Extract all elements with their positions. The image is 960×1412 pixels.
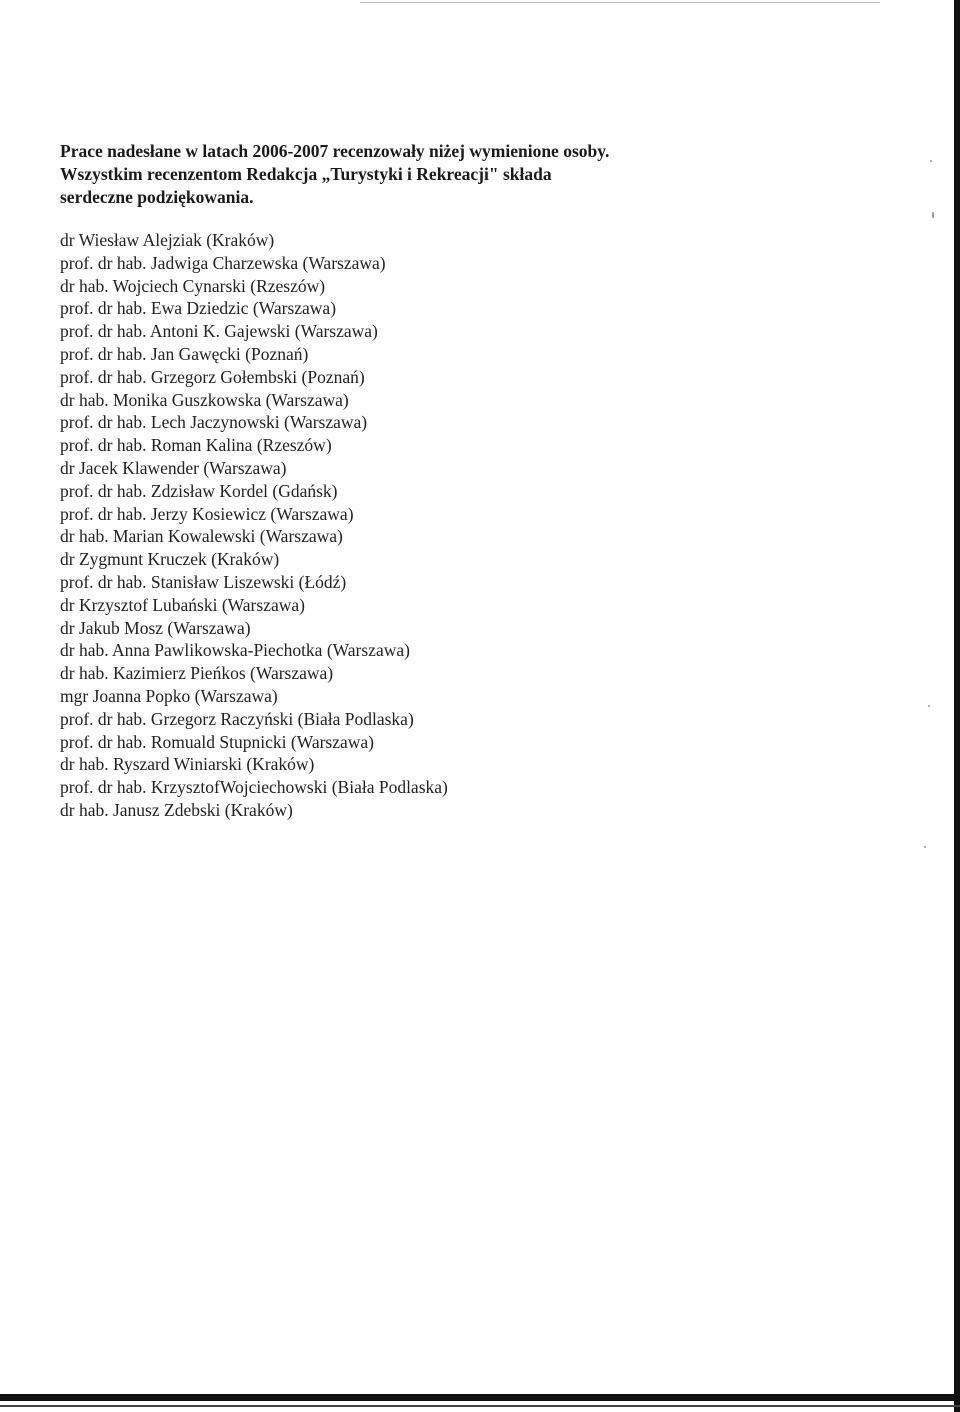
- reviewer-item: prof. dr hab. Stanisław Liszewski (Łódź): [60, 571, 347, 592]
- reviewer-item: dr hab. Monika Guszkowska (Warszawa): [60, 389, 349, 410]
- scan-speck: [930, 160, 932, 162]
- reviewer-item: dr hab. Janusz Zdebski (Kraków): [60, 799, 293, 820]
- reviewer-item: prof. dr hab. Jadwiga Charzewska (Warszawa): [60, 252, 386, 273]
- reviewer-item: dr hab. Wojciech Cynarski (Rzeszów): [60, 275, 326, 296]
- reviewer-item: dr hab. Anna Pawlikowska-Piechotka (Warszawa): [60, 640, 410, 661]
- scan-speck: [924, 846, 926, 848]
- reviewer-item: dr hab. Marian Kowalewski (Warszawa): [60, 526, 343, 547]
- reviewer-list: [60, 229, 448, 822]
- reviewer-item: prof. dr hab. Lech Jaczynowski (Warszawa): [60, 412, 368, 433]
- scan-bottom-bar: [0, 1394, 960, 1401]
- reviewer-item: prof. dr hab. Jerzy Kosiewicz (Warszawa): [60, 503, 354, 524]
- scan-right-edge: [954, 0, 960, 1412]
- reviewer-item: dr hab. Ryszard Winiarski (Kraków): [60, 754, 315, 775]
- scan-speck: [928, 705, 930, 707]
- reviewer-item: dr Jacek Klawender (Warszawa): [60, 457, 287, 478]
- scan-speck: [932, 212, 934, 218]
- reviewer-item: dr Zygmunt Kruczek (Kraków): [60, 549, 280, 570]
- intro-line-1: Prace nadesłane w latach 2006-2007 recenzowały niżej wymienione osoby.: [60, 141, 610, 161]
- reviewer-item: prof. dr hab. Grzegorz Gołembski (Poznań): [60, 366, 365, 387]
- reviewer-item: dr Wiesław Alejziak (Kraków): [60, 230, 275, 250]
- scan-bottom-line: [0, 1405, 960, 1407]
- intro-line-2: Wszystkim recenzentom Redakcja „Turystyki i Rekreacji" składa: [60, 164, 552, 184]
- reviewer-item: prof. dr hab. Grzegorz Raczyński (Biała Podlaska): [60, 708, 414, 729]
- reviewer-item: mgr Joanna Popko (Warszawa): [60, 685, 278, 706]
- reviewer-item: dr Jakub Mosz (Warszawa): [60, 617, 251, 638]
- reviewer-item: prof. dr hab. Roman Kalina (Rzeszów): [60, 435, 332, 456]
- reviewer-item: dr Krzysztof Lubański (Warszawa): [60, 594, 305, 615]
- reviewer-item: dr hab. Kazimierz Pieńkos (Warszawa): [60, 663, 334, 684]
- reviewer-item: prof. dr hab. Jan Gawęcki (Poznań): [60, 343, 309, 364]
- reviewer-item: prof. dr hab. Romuald Stupnicki (Warszawa): [60, 731, 374, 752]
- reviewer-item: prof. dr hab. Zdzisław Kordel (Gdańsk): [60, 480, 338, 501]
- scan-top-line: [360, 2, 880, 3]
- reviewer-item: prof. dr hab. KrzysztofWojciechowski (Biała Podlaska): [60, 777, 448, 798]
- intro-paragraph: [60, 140, 760, 209]
- reviewer-item: prof. dr hab. Antoni K. Gajewski (Warszawa): [60, 321, 378, 342]
- reviewer-item: prof. dr hab. Ewa Dziedzic (Warszawa): [60, 298, 337, 319]
- intro-line-3: serdeczne podziękowania.: [60, 187, 254, 207]
